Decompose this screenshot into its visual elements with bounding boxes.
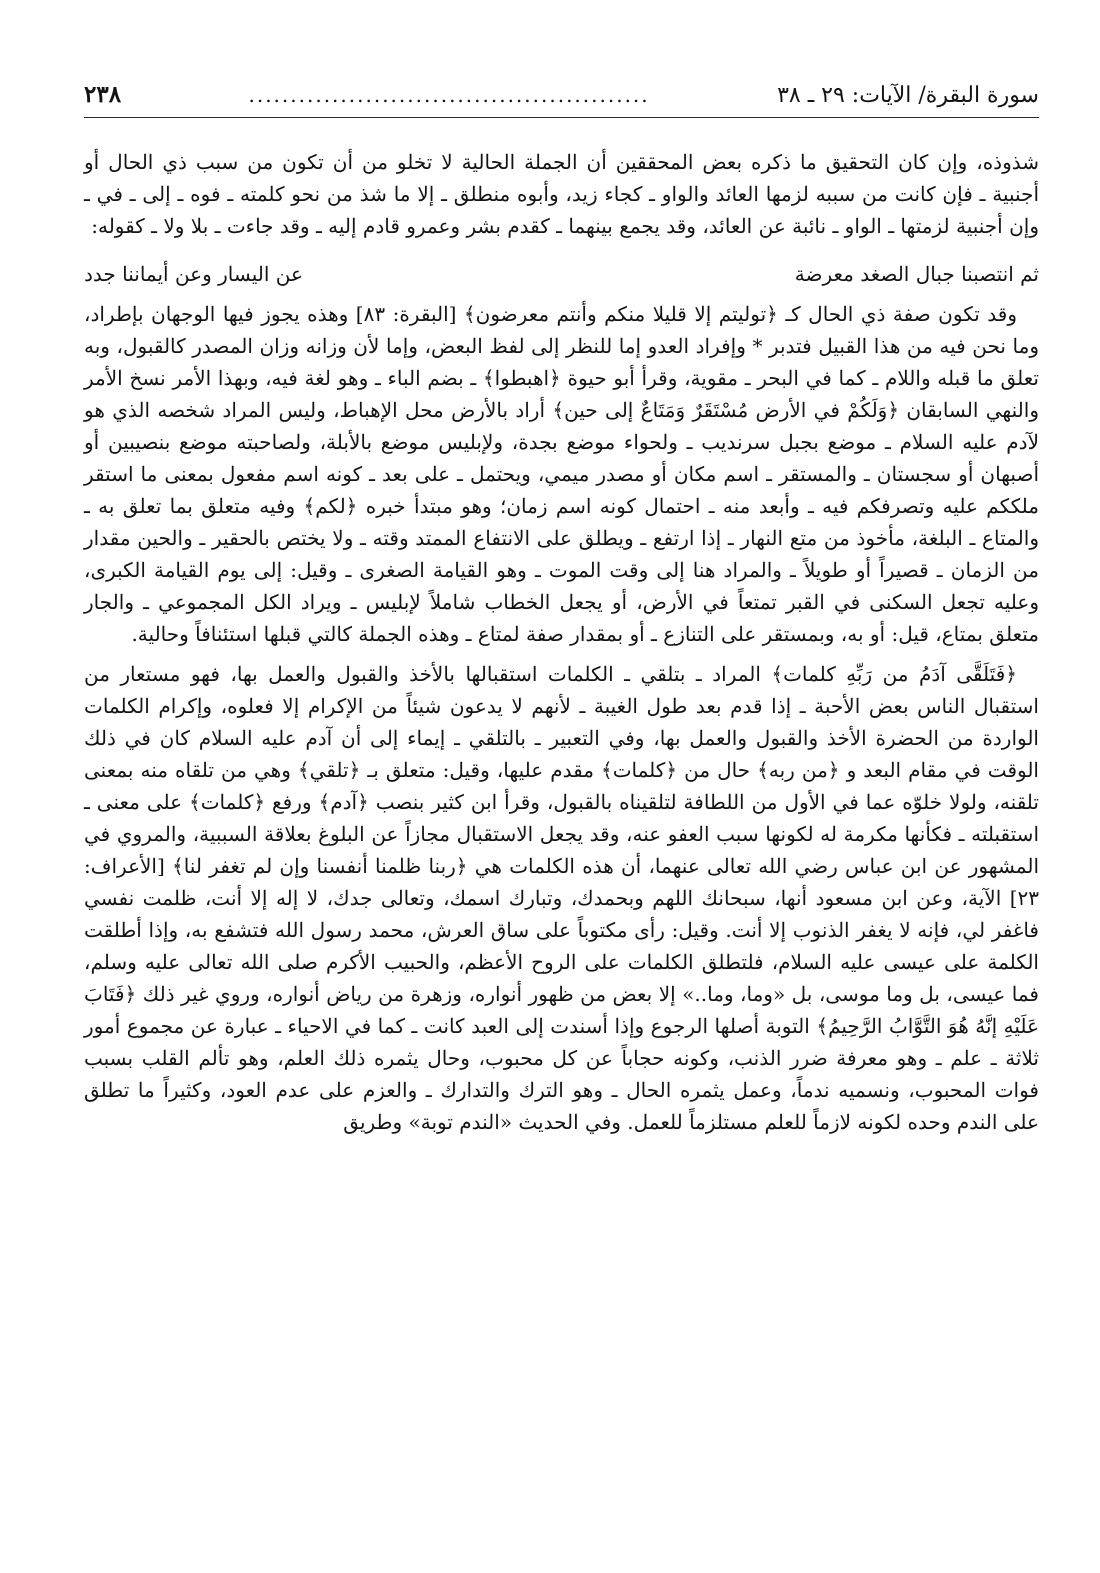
body-text	[84, 146, 1039, 1138]
page-number: ٢٣٨	[84, 81, 122, 108]
poem-verse	[84, 256, 1039, 292]
paragraph-2: وقد تكون صفة ذي الحال كـ ﴿توليتم إلا قليلا منكم وأنتم معرضون﴾ [البقرة: ٨٣] وهذه يجوز فيها الوجهان بإطراد، وما نحن فيه من هذا القبيل فتدبر * وإفراد العدو إما للنظر إلى لفظ البعض، وإما لأن وزانه وزان المصدر كالقبول، وبه تعلق ما قبله واللام ـ كما في البحر ـ مقوية، وقرأ أبو حيوة ﴿اهبطوا﴾ ـ بضم الباء ـ وهو لغة فيه، وبهذا الأمر نسخ الأمر والنهي السابقان ﴿وَلَكُمْ في الأرض مُسْتَقَرٌ وَمَتَاعٌ إلى حين﴾ أراد بالأرض محل الإهباط، وليس المراد شخصه الذي هو لآدم عليه السلام ـ موضع بجبل سرنديب ـ ولحواء موضع بجدة، ولإبليس موضع بالأبلة، ولصاحبته موضع بنصيبين أو أصبهان أو سجستان ـ والمستقر ـ اسم مكان أو مصدر ميمي، ويحتمل ـ على بعد ـ كونه اسم مفعول بمعنى ما استقر ملككم عليه وتصرفكم فيه ـ وأبعد منه ـ احتمال كونه اسم زمان؛ وهو مبتدأ خبره ﴿لكم﴾ وفيه متعلق بما تعلق به ـ والمتاع ـ البلغة، مأخوذ من متع النهار ـ إذا ارتفع ـ ويطلق على الانتفاع الممتد وقته ـ ولا يختص بالحقير ـ والحين مقدار من الزمان ـ قصيراً أو طويلاً ـ والمراد هنا إلى وقت الموت ـ وهو القيامة الصغرى ـ وقيل: إلى يوم القيامة الكبرى، وعليه تجعل السكنى في القبر تمتعاً في الأرض، أو يجعل الخطاب شاملاً لإبليس ـ ويراد الكل المجموعي ـ والجار متعلق بمتاع، قيل: أو به، وبمستقر على التنازع ـ أو بمقدار صفة لمتاع ـ وهذه الجملة كالتي قبلها استئنافاً وحالية.	[84, 302, 1039, 646]
running-title: سورة البقرة/ الآيات: ٢٩ ـ ٣٨	[777, 83, 1039, 108]
paragraph-3: ﴿فَتَلَقَّى آدَمُ من رَبِّهِ كلمات﴾ المراد ـ بتلقي ـ الكلمات استقبالها بالأخذ والقبول والعمل بها، فهو مستعار من استقبال الناس بعض الأحبة ـ إذا قدم بعد طول الغيبة ـ لأنهم لا يدعون شيئاً من الإكرام إلا فعلوه، وإكرام الكلمات الواردة من الحضرة الأخذ والقبول والعمل بها، وفي التعبير ـ بالتلقي ـ إيماء إلى أن آدم عليه السلام كان في ذلك الوقت في مقام البعد و ﴿من ربه﴾ حال من ﴿كلمات﴾ مقدم عليها، وقيل: متعلق بـ ﴿تلقي﴾ وهي من تلقاه منه بمعنى تلقنه، ولولا خلوّه عما في الأول من اللطافة لتلقيناه بالقبول، وقرأ ابن كثير بنصب ﴿آدم﴾ ورفع ﴿كلمات﴾ على معنى ـ استقبلته ـ فكأنها مكرمة له لكونها سبب العفو عنه، وقد يجعل الاستقبال مجازاً عن البلوغ بعلاقة السببية، والمروي في المشهور عن ابن عباس رضي الله تعالى عنهما، أن هذه الكلمات هي ﴿ربنا ظلمنا أنفسنا وإن لم تغفر لنا﴾ [الأعراف: ٢٣] الآية، وعن ابن مسعود أنها، سبحانك اللهم وبحمدك، وتبارك اسمك، وتعالى جدك، لا إله إلا أنت، ظلمت نفسي فاغفر لي، فإنه لا يغفر الذنوب إلا أنت. وقيل: رأى مكتوباً على ساق العرش، محمد رسول الله فتشفع به، وإذا أطلقت الكلمة على عيسى عليه السلام، فلتطلق الكلمات على الروح الأعظم، والحبيب الأكرم صلى الله تعالى عليه وسلم، فما عيسى، بل وما موسى، بل «وما، وما..» إلا بعض من ظهور أنواره، وزهرة من رياض أنواره، وروي غير ذلك ﴿فَتَابَ عَلَيْهِ إنَّهُ هُوَ التَّوَّابُ الرَّحِيمُ﴾ التوبة أصلها الرجوع وإذا أسندت إلى العبد كانت ـ كما في الاحياء ـ عبارة عن مجموع أمور ثلاثة ـ علم ـ وهو معرفة ضرر الذنب، وكونه حجاباً عن كل محبوب، وحال يثمره ذلك العلم، وهو تألم القلب بسبب فوات المحبوب، ونسميه ندماً، وعمل يثمره الحال ـ وهو الترك والتدارك ـ والعزم على عدم العود، وكثيراً ما تطلق على الندم وحده لكونه لازماً للعلم مستلزماً للعمل. وفي الحديث «الندم توبة» وطريق	[84, 662, 1040, 1134]
header-rule	[84, 117, 1039, 118]
page-header	[84, 78, 1039, 112]
poem-hemistich-2: عن اليسار وعن أيماننا جدد	[84, 262, 303, 286]
leader-dots: ................................................	[248, 83, 650, 107]
paragraph-1: شذوذه، وإن كان التحقيق ما ذكره بعض المحققين أن الجملة الحالية لا تخلو من أن تكون من سبب ذي الحال أو أجنبية ـ فإن كانت من سببه لزمها العائد والواو ـ كجاء زيد، وأبوه منطلق ـ إلا ما شذ من نحو كلمته ـ فوه ـ إلى ـ في ـ وإن أجنبية لزمتها ـ الواو ـ نائبة عن العائد، وقد يجمع بينهما ـ كقدم بشر وعمرو قادم إليه ـ وقد جاءت ـ بلا ولا ـ كقوله:	[84, 150, 1039, 238]
poem-hemistich-1: ثم انتصبنا جبال الصغد معرضة	[794, 262, 1039, 286]
book-page	[84, 78, 1039, 1138]
